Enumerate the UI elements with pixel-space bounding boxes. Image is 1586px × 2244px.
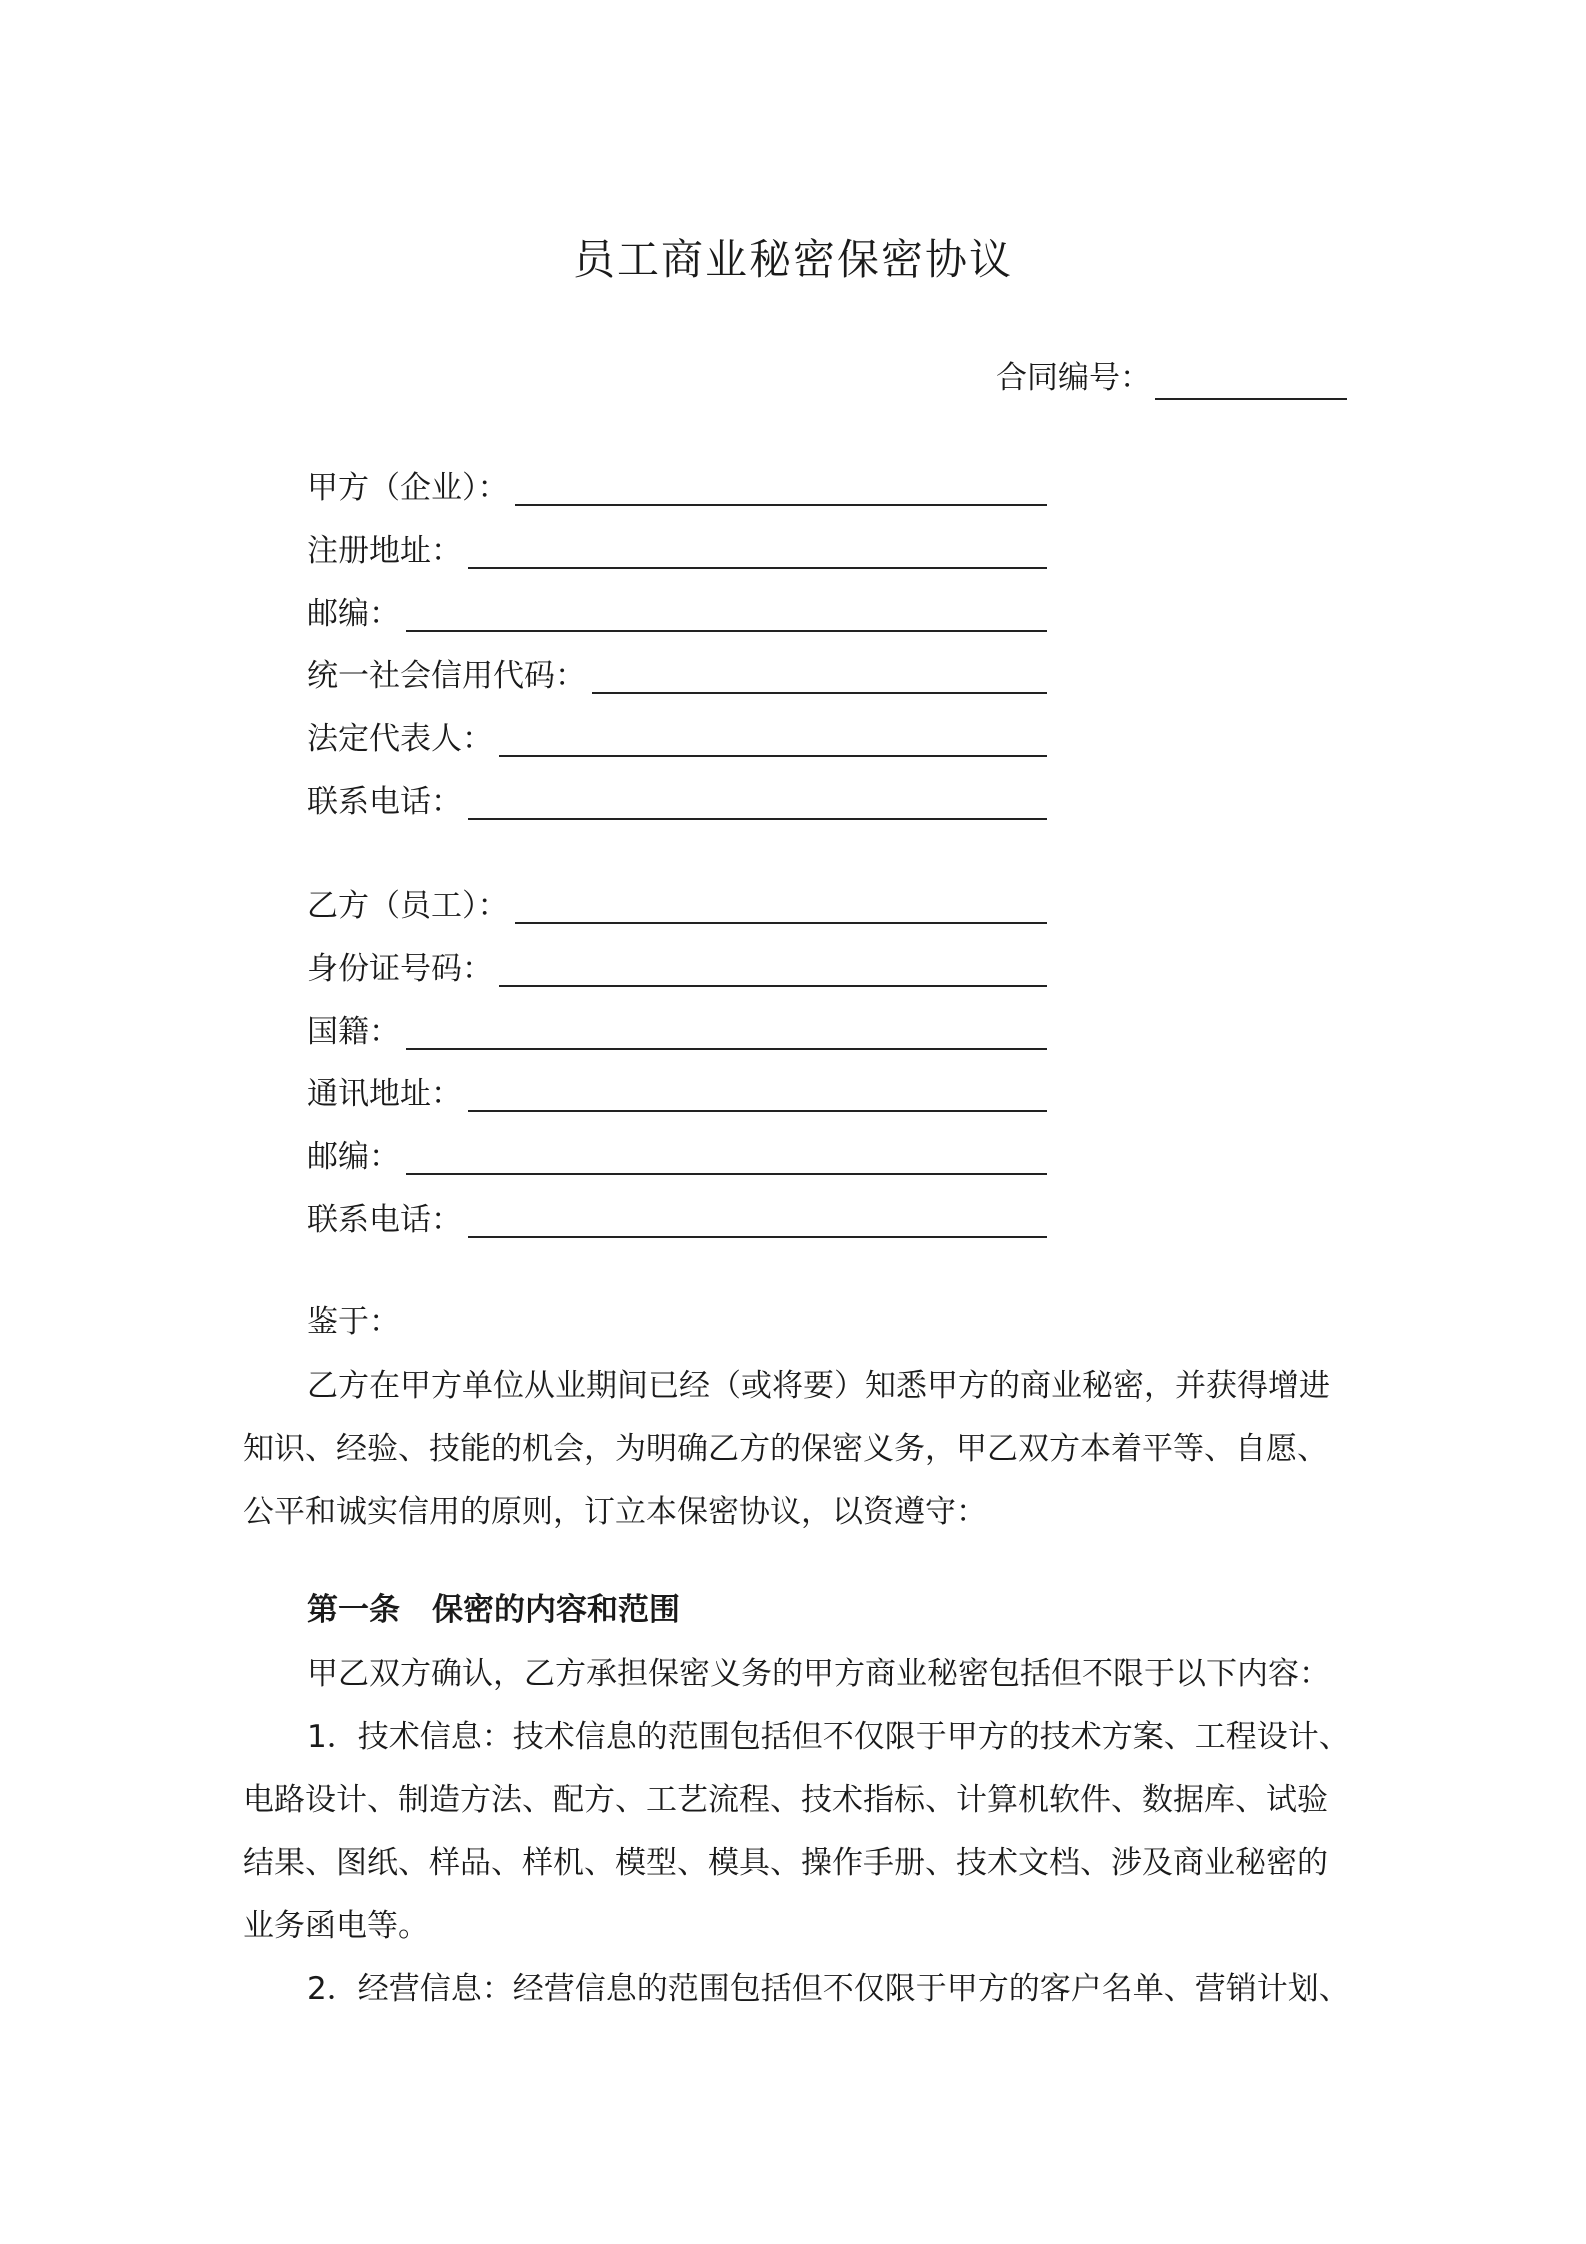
field-blank[interactable] <box>406 1139 1047 1175</box>
article-item-line: 2．经营信息：经营信息的范围包括但不仅限于甲方的客户名单、营销计划、 <box>307 1971 1350 2007</box>
party-a-address-field <box>307 527 1047 573</box>
field-label: 联系电话： <box>307 1202 462 1238</box>
article-item-line: 结果、图纸、样品、样机、模型、模具、操作手册、技术文档、涉及商业秘密的 <box>243 1845 1328 1881</box>
field-label: 邮编： <box>307 596 400 632</box>
article-title: 保密的内容和范围 <box>432 1592 680 1628</box>
article-heading <box>307 1588 680 1632</box>
preamble-line: 公平和诚实信用的原则，订立本保密协议，以资遵守： <box>243 1494 987 1530</box>
party-a-legal-rep-field <box>307 715 1047 761</box>
field-label: 甲方（企业）： <box>307 470 509 506</box>
article-item-line: 业务函电等。 <box>243 1908 429 1944</box>
contract-number-blank[interactable] <box>1155 362 1347 400</box>
field-label: 身份证号码： <box>307 951 493 987</box>
article-intro: 甲乙双方确认，乙方承担保密义务的甲方商业秘密包括但不限于以下内容： <box>307 1656 1330 1692</box>
preamble-line: 乙方在甲方单位从业期间已经（或将要）知悉甲方的商业秘密，并获得增进 <box>307 1368 1330 1404</box>
party-b-address-field <box>307 1070 1047 1116</box>
party-b-phone-field <box>307 1196 1047 1242</box>
field-blank[interactable] <box>468 1202 1047 1238</box>
field-blank[interactable] <box>406 1014 1047 1050</box>
party-a-credit-code-field <box>307 652 1047 698</box>
field-blank[interactable] <box>592 658 1047 694</box>
field-blank[interactable] <box>515 470 1048 506</box>
party-b-postcode-field <box>307 1133 1047 1179</box>
field-label: 法定代表人： <box>307 721 493 757</box>
field-blank[interactable] <box>499 721 1047 757</box>
field-blank[interactable] <box>406 596 1047 632</box>
article-item-line: 电路设计、制造方法、配方、工艺流程、技术指标、计算机软件、数据库、试验 <box>243 1782 1328 1818</box>
party-a-postcode-field <box>307 590 1047 636</box>
contract-number-field <box>996 356 1347 400</box>
party-b-name-field <box>307 882 1047 928</box>
preamble-line: 知识、经验、技能的机会，为明确乙方的保密义务，甲乙双方本着平等、自愿、 <box>243 1431 1328 1467</box>
party-b-nationality-field <box>307 1008 1047 1054</box>
field-label: 国籍： <box>307 1014 400 1050</box>
article-number: 第一条 <box>307 1592 400 1628</box>
field-blank[interactable] <box>468 784 1047 820</box>
article-item-line: 1．技术信息：技术信息的范围包括但不仅限于甲方的技术方案、工程设计、 <box>307 1719 1350 1755</box>
field-blank[interactable] <box>515 888 1048 924</box>
field-blank[interactable] <box>499 951 1047 987</box>
field-label: 注册地址： <box>307 533 462 569</box>
party-a-name-field <box>307 464 1047 510</box>
contract-number-label: 合同编号： <box>996 360 1151 396</box>
field-label: 邮编： <box>307 1139 400 1175</box>
field-label: 统一社会信用代码： <box>307 658 586 694</box>
party-b-id-field <box>307 945 1047 991</box>
party-a-phone-field <box>307 778 1047 824</box>
field-label: 通讯地址： <box>307 1076 462 1112</box>
document-title: 员工商业秘密保密协议 <box>572 235 1013 284</box>
field-blank[interactable] <box>468 533 1047 569</box>
field-label: 联系电话： <box>307 784 462 820</box>
preamble-heading: 鉴于： <box>307 1304 400 1340</box>
field-label: 乙方（员工）： <box>307 888 509 924</box>
field-blank[interactable] <box>468 1076 1047 1112</box>
